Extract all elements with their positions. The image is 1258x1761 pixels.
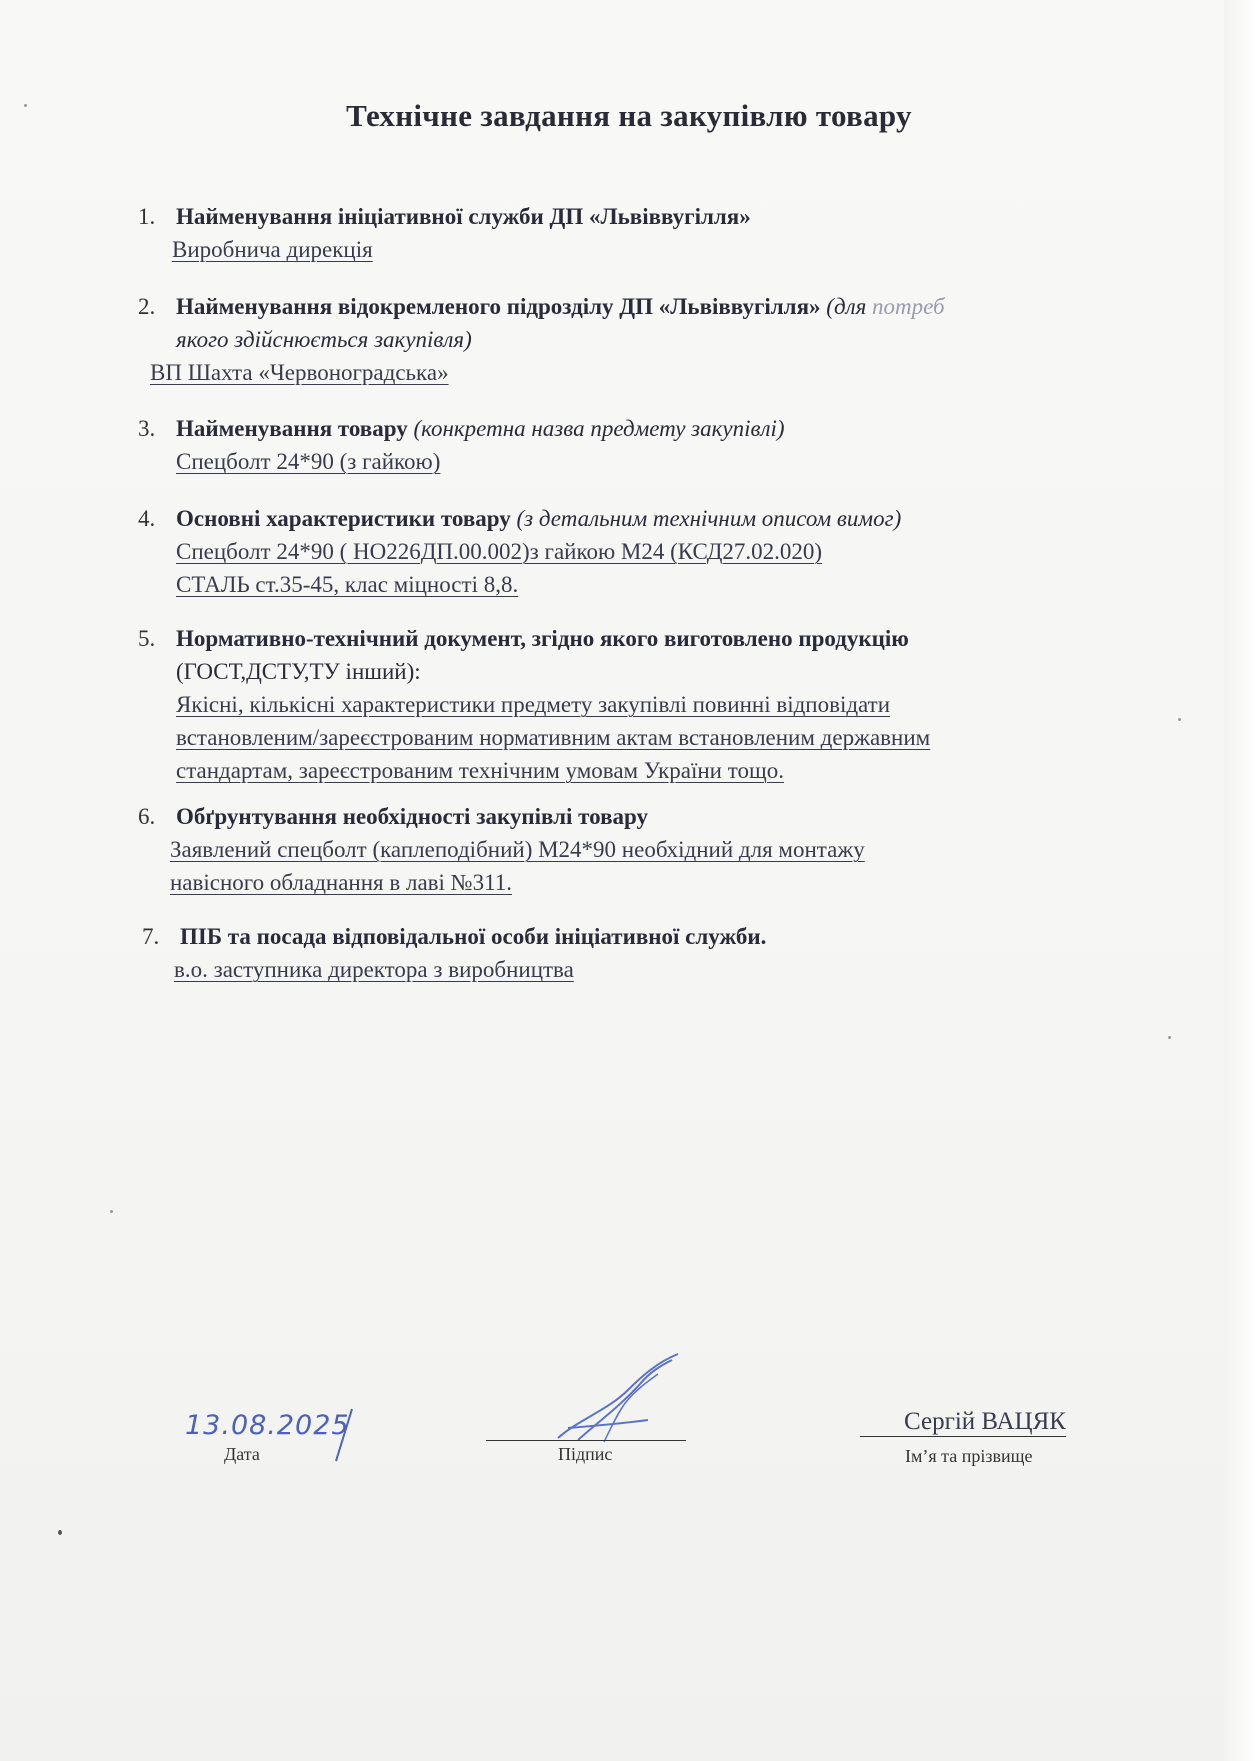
section-number: 1.: [138, 204, 156, 229]
note-part-a: (для: [826, 294, 867, 319]
signature-mark: [548, 1350, 688, 1450]
name-caption: Ім’я та прізвище: [905, 1446, 1033, 1466]
section-subheading: (ГОСТ,ДСТУ,ТУ інший):: [176, 659, 421, 684]
date-slash-mark: [330, 1405, 360, 1465]
section-1: [138, 200, 1158, 266]
section-value: в.о. заступника директора з виробництва: [174, 957, 574, 982]
section-4: [138, 502, 1158, 601]
section-note: (з детальним технічним описом вимог): [516, 506, 902, 531]
section-heading: Найменування відокремленого підрозділу ДП «Львіввугілля»: [176, 294, 821, 319]
document-title: Технічне завдання на закупівлю товару: [346, 98, 912, 133]
section-value-line-2: СТАЛЬ ст.35-45, клас міцності 8,8.: [176, 572, 519, 597]
section-heading: Нормативно-технічний документ, згідно якого виготовлено продукцію: [176, 626, 909, 651]
section-value-line-2: навісного обладнання в лаві №311.: [170, 870, 513, 895]
section-value: Спецболт 24*90 (з гайкою): [176, 449, 441, 474]
signer-name: Сергій ВАЦЯК: [860, 1408, 1066, 1437]
section-value-line-2: встановленим/зареєстрованим нормативним актам встановленим державним: [176, 725, 931, 750]
scan-speck: [110, 1210, 113, 1213]
scan-speck: [1178, 718, 1181, 721]
section-heading: Основні характеристики товару: [176, 506, 511, 531]
handwritten-date: 13.08.2025: [185, 1410, 350, 1441]
section-5: [138, 622, 1158, 787]
section-value: Виробнича дирекція: [172, 237, 373, 262]
section-heading: Найменування ініціативної служби ДП «Львіввугілля»: [176, 204, 751, 229]
section-note-continued: якого здійснюється закупівля): [176, 327, 472, 352]
section-number: 4.: [138, 506, 156, 531]
section-6: [138, 800, 1158, 899]
signature-caption: Підпис: [558, 1444, 613, 1464]
section-value: ВП Шахта «Червоноградська»: [150, 360, 449, 385]
section-heading: Найменування товару: [176, 416, 408, 441]
section-3: [138, 412, 1158, 478]
note-part-b: потреб: [872, 294, 945, 319]
section-value-line-1: Якісні, кількісні характеристики предмету закупівлі повинні відповідати: [176, 692, 891, 717]
section-number: 6.: [138, 804, 156, 829]
section-heading: Обґрунтування необхідності закупівлі товару: [176, 804, 649, 829]
scan-speck: [58, 1530, 62, 1535]
section-value-line-1: Заявлений спецболт (каплеподібний) М24*90 необхідний для монтажу: [170, 837, 865, 862]
section-value-line-1: Спецболт 24*90 ( НО226ДП.00.002)з гайкою М24 (КСД27.02.020): [176, 539, 823, 564]
section-number: 5.: [138, 626, 156, 651]
section-value-line-3: стандартам, зареєстрованим технічним умовам України тощо.: [176, 758, 784, 783]
section-number: 7.: [142, 924, 160, 949]
scan-edge: [1224, 0, 1258, 1761]
scan-speck: [24, 104, 27, 107]
section-heading: ПІБ та посада відповідальної особи ініціативної служби.: [180, 924, 767, 949]
section-note: (конкретна назва предмету закупівлі): [413, 416, 785, 441]
date-caption: Дата: [224, 1444, 260, 1464]
section-7: [142, 920, 1162, 986]
section-2: [138, 290, 1158, 389]
section-note: [826, 294, 944, 319]
section-number: 3.: [138, 416, 156, 441]
section-number: 2.: [138, 294, 156, 319]
scan-speck: [1168, 1036, 1171, 1039]
signature-line: [486, 1440, 686, 1441]
